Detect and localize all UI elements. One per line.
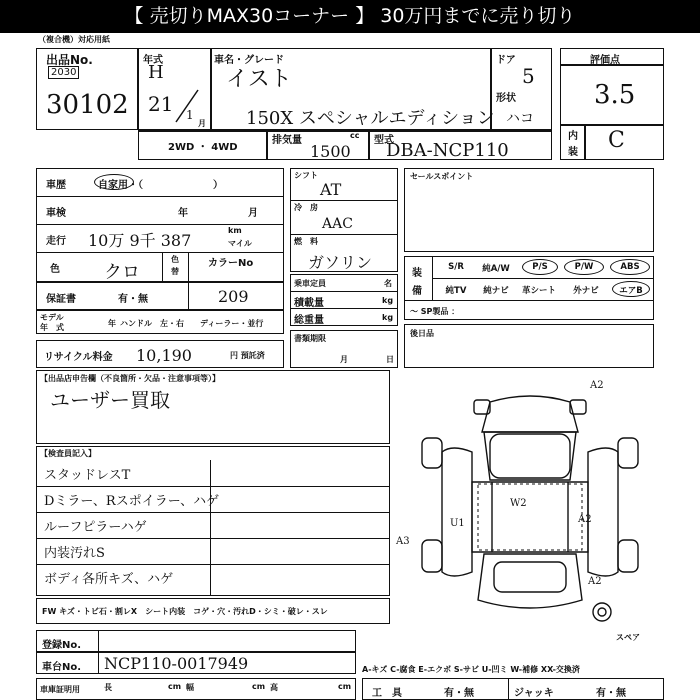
car-diagram (392, 372, 668, 638)
form-subtitle: （複合機）対応用紙 (38, 35, 110, 44)
cert-cm: cm (338, 682, 352, 691)
mileage: 10万 9千 387 (88, 231, 192, 250)
opt-alloy-wheels: 純A/W (482, 264, 510, 274)
sales-label: セールスポイント (410, 172, 474, 181)
jack-label: ジャッキ (514, 688, 554, 699)
year-unit: 年 (108, 319, 116, 328)
color-no-label: カラーNo (208, 258, 254, 269)
inspector-line: スタッドレスT (44, 468, 131, 483)
inspector-line: ルーフピラーハゲ (44, 520, 147, 535)
cc-unit: cc (350, 131, 360, 140)
load-label: 積載量 (294, 298, 324, 309)
docs-unit2: 日 (386, 355, 394, 364)
opt-power-steering: P/S (532, 262, 548, 272)
year-label: 年式 (143, 55, 163, 66)
displacement: 1500 (310, 142, 351, 161)
inspection-month: 月 (248, 208, 258, 219)
lot-label: 出品No. (46, 53, 93, 67)
inspection-year: 年 (178, 208, 188, 219)
recycle-unit: 円 預託済 (230, 351, 265, 360)
interior-value: C (608, 128, 625, 153)
color-change-1: 色 (171, 255, 179, 264)
inspector-line: 内装汚れS (44, 546, 105, 561)
inspector-line: Dミラー、Rスポイラー、ハゲ (44, 494, 220, 509)
banner: 【 売切りMAX30コーナー 】 30万円までに売り切り (0, 0, 700, 33)
load-unit: kg (382, 296, 394, 305)
dealer-label: ディーラー・並行 (200, 319, 264, 328)
model-code: DBA-NCP110 (386, 140, 509, 161)
recycle-label: リサイクル料金 (44, 352, 113, 363)
inspection-label: 車検 (46, 208, 66, 219)
month-unit: 月 (198, 119, 206, 128)
km-unit: km (228, 226, 242, 235)
opt-leather: 革シート (521, 286, 556, 296)
interior-label-1: 内 (568, 131, 578, 142)
defect-codes: A-キズ C-腐食 E-エクボ S-サビ U-凹ミ W-補修 XX-交換済 (362, 665, 580, 674)
capacity-unit: 名 (384, 279, 392, 288)
name-label: 車名・グレード (214, 55, 284, 66)
legend-text: FW キズ・トビ石・割レX シート内装 コゲ・穴・汚れD・シミ・破レ・スレ (42, 607, 328, 616)
weight-label: 総重量 (294, 315, 324, 326)
mileage-label: 走行 (46, 236, 66, 247)
cert-box (36, 678, 356, 700)
weight-unit: kg (382, 313, 394, 322)
cert-height: 高 (270, 683, 278, 692)
registration-box (36, 630, 356, 652)
damage-mark: A2 (578, 514, 592, 525)
cert-label: 車庫証明用 (40, 685, 80, 694)
mile-unit: マイル (228, 239, 252, 248)
small-code: 2030 (48, 66, 79, 79)
interior-label-2: 装 (568, 147, 578, 158)
equipment-other: 〜 SP製品 ： (410, 307, 460, 316)
spare-label: スペア (616, 633, 640, 642)
doors-value: 5 (522, 64, 535, 88)
reg-label: 車歴 (46, 180, 66, 191)
model-year-label-2: 年 式 (40, 323, 64, 332)
fuel-value: ガソリン (308, 253, 373, 272)
damage-mark: A3 (396, 536, 410, 547)
score-value: 3.5 (594, 80, 636, 110)
damage-mark: A2 (588, 576, 602, 587)
opt-ext-navi: 外ナビ (573, 286, 599, 296)
seller-text: ユーザー買取 (50, 388, 170, 412)
inspector-line: ボディ各所キズ、ハゲ (44, 572, 174, 587)
chassis-value: NCP110-0017949 (104, 654, 249, 673)
displacement-label: 排気量 (272, 135, 302, 146)
shift-value: AT (320, 180, 342, 199)
docs-label: 書類期限 (294, 334, 326, 343)
score-label: 評価点 (590, 55, 620, 66)
notes-label: 後日品 (410, 329, 434, 338)
fuel-label: 燃 料 (294, 237, 318, 246)
cert-length: 長 (104, 683, 112, 692)
shape-value: ハコ (506, 111, 534, 127)
shape-label: 形状 (496, 93, 516, 104)
opt-abs: ABS (620, 262, 640, 272)
damage-mark: U1 (450, 518, 465, 529)
model-label: 型式 (374, 135, 394, 146)
inspector-label: 【検査員記入】 (40, 449, 96, 458)
model-year-label-1: モデル (40, 313, 64, 322)
ac-value: AAC (322, 216, 353, 232)
opt-airbag: エアB (619, 286, 643, 296)
tools-value: 有・無 (444, 688, 474, 699)
reg-value: 自家用・（ ） (98, 180, 223, 191)
warranty-value: 有・無 (118, 294, 148, 305)
equipment-label-1: 装 (412, 268, 422, 279)
cert-width: 幅 (186, 683, 194, 692)
shift-label: シフト (294, 171, 318, 180)
opt-navi: 純ナビ (483, 286, 509, 296)
car-name: イスト (226, 67, 292, 92)
seller-label: 【出品店申告欄（不良箇所・欠品・注意事項等）】 (40, 374, 220, 383)
drive-label: 2WD ・ 4WD (168, 142, 238, 153)
month-value: 1 (186, 108, 194, 122)
color-no: 209 (218, 287, 249, 306)
cert-cm: cm (252, 682, 266, 691)
chassis-label: 車台No. (42, 662, 82, 673)
docs-unit: 月 (340, 355, 348, 364)
capacity-label: 乗車定員 (294, 279, 326, 288)
registration-label: 登録No. (42, 640, 82, 651)
lot-number: 30102 (46, 90, 129, 120)
opt-power-windows: P/W (574, 262, 594, 272)
jack-value: 有・無 (596, 688, 626, 699)
year-value: 21 (148, 92, 174, 116)
damage-mark: W2 (510, 498, 527, 509)
damage-mark: A2 (590, 380, 604, 391)
ac-label: 冷 房 (294, 203, 318, 212)
era: H (148, 62, 164, 83)
notes-box (404, 324, 654, 368)
color-change-2: 替 (171, 267, 179, 276)
cert-cm: cm (168, 682, 182, 691)
handle-label: ハンドル 左・右 (120, 319, 184, 328)
opt-tv: 純TV (445, 286, 467, 296)
tools-label: 工 具 (372, 688, 402, 699)
grade: 150X スペシャルエディション (246, 108, 495, 129)
opt-sunroof: S/R (448, 262, 464, 272)
equipment-label-2: 備 (412, 286, 422, 297)
recycle-value: 10,190 (136, 346, 192, 365)
color-label: 色 (50, 264, 60, 275)
doors-label: ドア (496, 55, 516, 66)
color-value: クロ (104, 262, 140, 283)
warranty-label: 保証書 (46, 294, 76, 305)
